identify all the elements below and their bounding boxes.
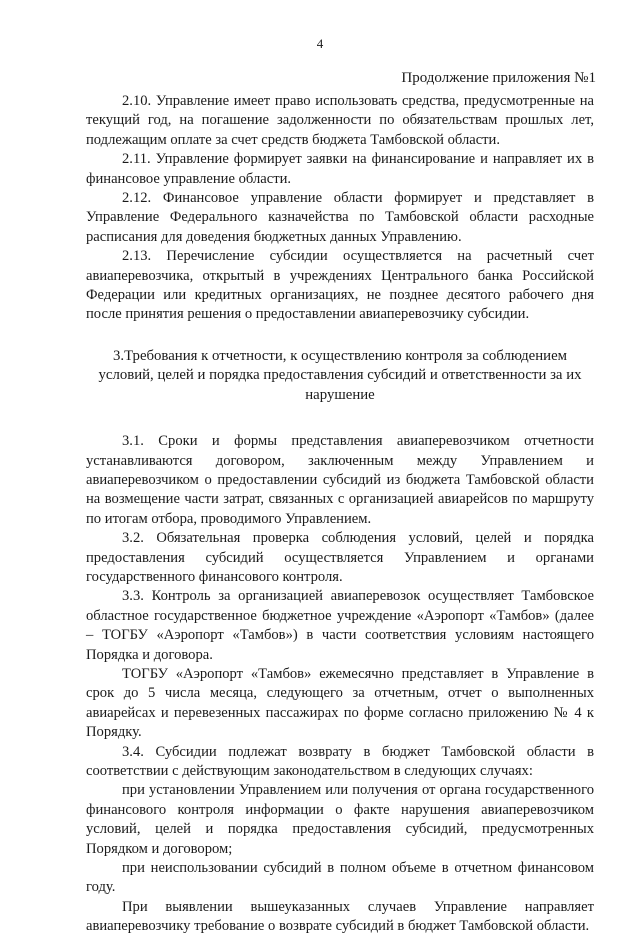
document-body [86,92,594,937]
paragraph-3-1: 3.1. Сроки и формы представления авиаперевозчиком отчетности устанавливаются договором, заключенным между Управлением и авиаперевозчиком о предоставлении субсидий из бюджета Тамбовской области на возмещение части затрат, связанных с организацией авиарейсов по маршруту по итогам отбора, проводимого Управлением. [86,433,594,527]
paragraph-3-4: 3.4. Субсидии подлежат возврату в бюджет Тамбовской области в соответствии с действующим законодательством в следующих случаях: [86,743,594,779]
paragraph-2-13: 2.13. Перечисление субсидии осуществляется на расчетный счет авиаперевозчика, открытый в учреждениях Центрального банка Российской Федерации или кредитных организациях, не позднее десятого рабочего дня после принятия решения о предоставлении авиаперевозчику субсидии. [86,248,594,323]
paragraph-2-11: 2.11. Управление формирует заявки на финансирование и направляет их в финансовое управление области. [86,151,594,187]
paragraph-3-2: 3.2. Обязательная проверка соблюдения условий, целей и порядка предоставления субсидий осуществляется Управлением и органами государственного финансового контроля. [86,530,594,585]
paragraph-2-10: 2.10. Управление имеет право использовать средства, предусмотренные на текущий год, на погашение задолженности по обязательствам прошлых лет, подлежащим оплате за счет средств бюджета Тамбовской области. [86,93,594,148]
paragraph-case-violation: при установлении Управлением или получения от органа государственного финансового контроля информации о факте нарушения авиаперевозчиком условий, целей и порядка предоставления субсидий, предусмотренных Порядком и договором; [86,782,594,857]
section-3-heading: 3.Требования к отчетности, к осуществлению контроля за соблюдением условий, целей и порядка предоставления субсидий и ответственности за их нарушение [98,347,582,403]
paragraph-case-unused: при неиспользовании субсидий в полном объеме в отчетном финансовом году. [86,860,594,896]
paragraph-3-3: 3.3. Контроль за организацией авиаперевозок осуществляет Тамбовское областное государственное бюджетное учреждение «Аэропорт «Тамбов» (далее – ТОГБУ «Аэропорт «Тамбов») в части соответствия условиям настоящего Порядка и договора. [86,588,594,663]
appendix-continuation-note: Продолжение приложения №1 [401,70,596,86]
paragraph-togbu-report: ТОГБУ «Аэропорт «Тамбов» ежемесячно представляет в Управление в срок до 5 числа месяца, следующего за отчетным, отчет о выполненных авиарейсах и перевезенных пассажирах по форме согласно приложению № 4 к Порядку. [86,665,594,741]
paragraph-return-demand: При выявлении вышеуказанных случаев Управление направляет авиаперевозчику требование о возврате субсидий в бюджет Тамбовской области. [86,898,594,935]
page-number: 4 [316,36,324,51]
paragraph-2-12: 2.12. Финансовое управление области формирует и представляет в Управление Федерального казначейства по Тамбовской области расходные расписания для доведения бюджетных данных Управлению. [86,190,594,245]
